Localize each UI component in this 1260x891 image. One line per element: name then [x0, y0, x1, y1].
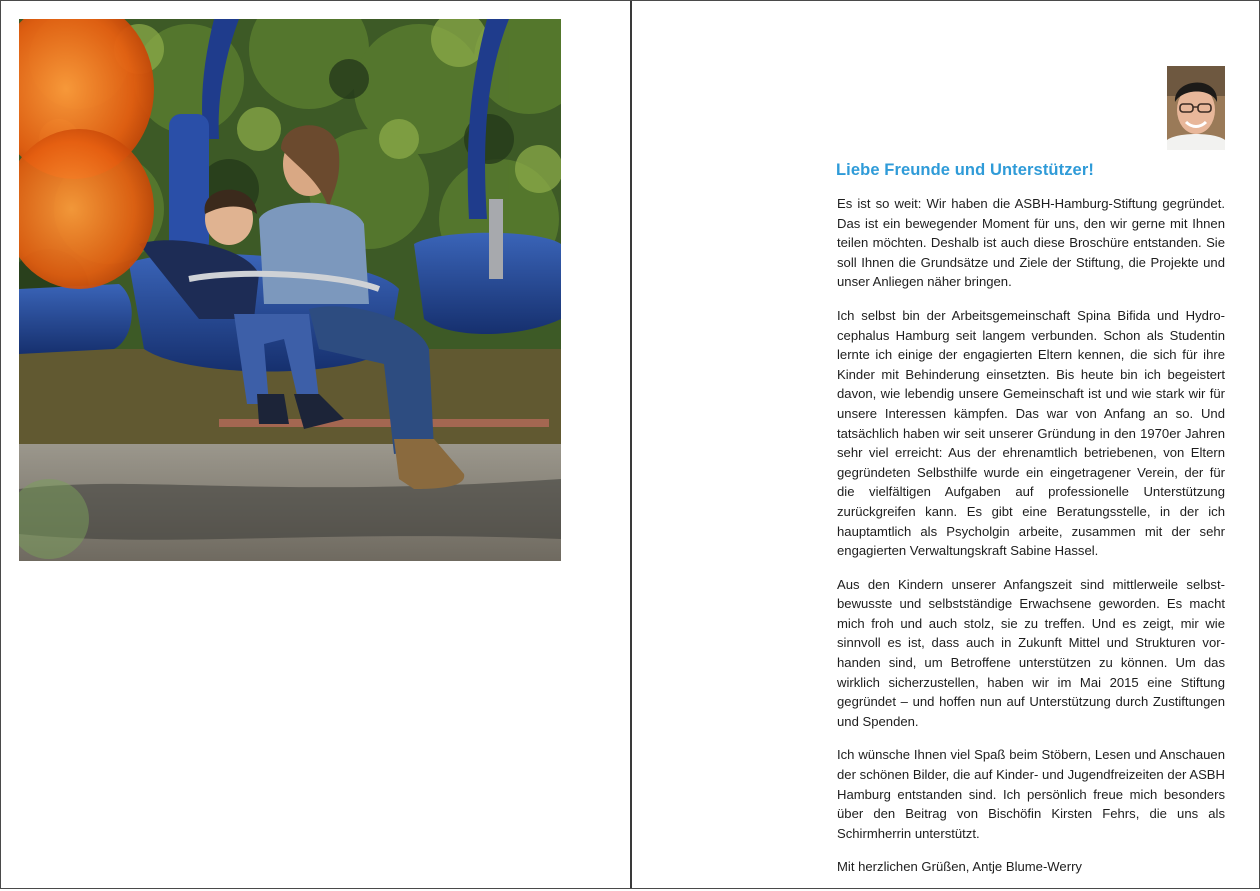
letter-signature: Mit herzlichen Grüßen, Antje Blume-Werry [837, 859, 1082, 875]
letter-paragraph: Ich wünsche Ihnen viel Spaß beim Stöbern, Lesen und Anschauen der schönen Bilder, die auf Kinder- und Jugendfreizeiten der ASBH Hamburg entstanden sind. Ich persönlich freue mich besonders über den Beitrag von Bischöfin Kirsten Fehrs, die uns als Schirmherrin unterstützt. [837, 747, 1225, 841]
letter-paragraph: Aus den Kindern unserer Anfangszeit sind mittlerweile selbstbewusste und selbstständige Erwachsene geworden. Es macht mich froh und auch stolz, sie zu treffen. Und es zeigt, mir wie sinnvoll es ist, dass auch in Zukunft Mittel und Strukturen vorhanden sind, um Betroffene unterstützen zu können. Um das wirklich sicherzustellen, haben wir im Mai 2015 eine Stiftung gegründet – und hoffen nun auf Unterstützung durch Zustiftungen und Spenden. [837, 576, 1225, 729]
author-portrait [1167, 66, 1225, 150]
photo-carousel-ride [19, 19, 561, 561]
letter-body [837, 194, 1225, 891]
letter-paragraph: Ich selbst bin der Arbeitsgemeinschaft Spina Bifida und Hydrocephalus Hamburg seit langem verbunden. Schon als Studentin lernte ich einige der engagierten Eltern kennen, die sich für ihre Kinder mit Behinderung einsetzten. Bis heute bin ich begeistert davon, wie lebendig unsere Gemeinschaft ist und wie stark wir für unsere Interessen kämpfen. Das war von Anfang an so. Und tatsächlich haben wir seit unserer Gründung in den 1970er Jahren sehr viel erreicht: Aus der ehrenamtlich betriebenen, von Eltern gegründeten Selbsthilfe wurde ein eingetragener Verein, der für die vielfältigen Aufgaben auf professionelle Unterstützung zurückgreifen kann. Es gibt eine Beratungsstelle, in der ich hauptamtlich als Psycholgin arbeite, zusammen mit der sehr engagierten Verwaltungskraft Sabine Hassel. [837, 307, 1225, 559]
page-gutter [630, 1, 632, 888]
letter-heading: Liebe Freunde und Unterstützer! [836, 161, 1094, 179]
letter-paragraph: Es ist so weit: Wir haben die ASBH-Hamburg-Stiftung gegründet. Das ist ein bewegender Moment für uns, den wir gerne mit Ihnen teilen möchten. Deshalb ist auch diese Broschüre entstanden. Sie soll Ihnen die Grundsätze und Ziele der Stiftung, die Projekte und unser Anliegen näher bringen. [837, 196, 1225, 290]
